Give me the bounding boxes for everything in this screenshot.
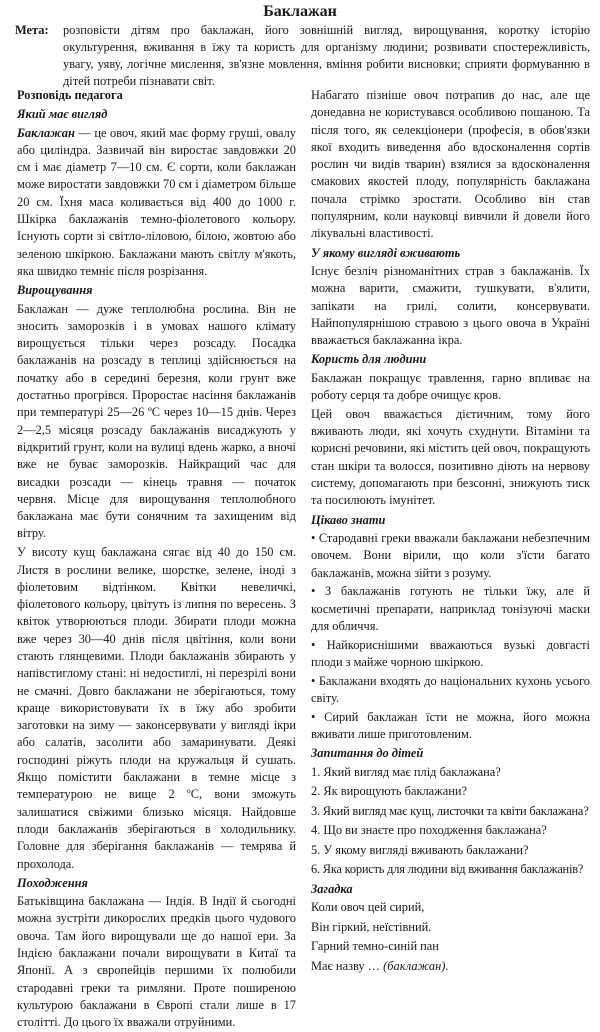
section-heading-benefit: Користь для людини	[311, 352, 427, 367]
riddle-line: Він гіркий, неїстівний.	[311, 919, 432, 934]
fact-item: • Сирий баклажан їсти не можна, його можна вживати лише приготовленим.	[311, 709, 590, 742]
riddle-answer: (баклажан)	[383, 958, 446, 973]
fact-item: • Стародавні греки вважали баклажани небезпечним овочем. Вони вірили, що коли з'їсти багато баклажанів, можна зійти з розуму.	[311, 530, 590, 580]
section-heading-questions: Запитання до дітей	[311, 746, 424, 761]
goal-text: розповісти дітям про баклажан, його зовнішній вигляд, вирощування, коротку історію окультурення, вживання в їжу та користь для організму людини; розвивати спостережливість, увагу, уяву, логічне мислення, зв'язне мовлення, вміння робити висновки; сприяти формуванню в дітей потреби пізнавати світ.	[63, 23, 590, 88]
riddle-line: Гарний темно-синій пан	[311, 939, 439, 954]
question-item: 2. Як вирощують баклажани?	[311, 784, 467, 799]
growing-paragraph-2: У висоту кущ баклажана сягає від 40 до 150 см. Листя в рослини велике, шорстке, зелене, іноді з фіолетовим відтінком. Квітки невеличкі, фіолетового кольору, цвітуть із липня по вересень. З квіток утворюються плоди. Збирати плоди можна вже через 30—40 днів після цвітіння, коли вони стають глянцевими. Плоди баклажанів збирають у напівстиглому стані: ні недостиглі, ні перезрілі вони не смачні. Довго баклажани не зберігаються, тому краще використовувати їх в їжу або зробити заготовки на зиму — законсервувати у вигляді ікри або салатів, засолити або замаринувати. Деякі господині ріжуть плоди на кружальця й сушать. Якщо помістити баклажани в темне місце з температурою не вище 2 ºС, вони зможуть залишатися свіжими близько місяця. Найдовше плоди баклажанів зберігаються в холодильнику. Головне для зберігання баклажанів — темрява й прохолода.	[17, 545, 296, 871]
term-eggplant: Баклажан	[17, 125, 75, 140]
riddle-line-answer: Має назву … (баклажан).	[311, 958, 449, 973]
fact-item: • Найкориснішими вважаються вузькі довгасті плоди з майже чорною шкіркою.	[311, 637, 590, 669]
usage-paragraph: Існує безліч різноманітних страв з баклажанів. Їх можна варити, смажити, тушкувати, в'ялити, запікати на грилі, солити, консервувати. Найпопулярнішою стравою з цього овоча в Україні вважається баклажанна ікра.	[311, 263, 590, 348]
story-heading: Розповідь педагога	[17, 88, 123, 102]
origin-paragraph-2: Набагато пізніше овоч потрапив до нас, але ще донедавна не користувався особливою пошаною. Та після того, як селекціонери (професія, в обов'язки якої входить виведення або вдосконалення сортів рослин чи видів тварин) взялися за вдосконалення смакових якостей плоду, популярність баклажана почала стрімко зростати. Особливо він став популярним, коли науковці вивчили й довели його лікувальні властивості.	[311, 88, 590, 241]
section-heading-growing: Вирощування	[17, 283, 93, 298]
section-heading-appearance: Який має вигляд	[17, 107, 108, 122]
goal-label: Мета:	[15, 23, 49, 37]
section-heading-origin: Походження	[17, 875, 88, 890]
left-column	[17, 87, 296, 1032]
benefit-paragraph-2: Цей овоч вважається дієтичним, тому його вживають люди, які хочуть схуднути. Вітаміни та корисні речовини, які містить цей овоч, покращують стан шкіри та волосся, позитивно діють на нервову систему, допомагають при безсонні, знижують тиск та посилюють імунітет.	[311, 406, 590, 508]
appearance-paragraph: Баклажан — це овоч, який має форму груші, овалу або циліндра. Зазвичай він виростає завдовжки 20 см і має діаметр 7—10 см. Є сорти, коли баклажан може виростати завдовжки 70 см і діаметром більше 20 см. Їхня маса коливається від 400 до 1000 г. Шкірка баклажанів темно-фіолетового кольору. Існують сорти зі світло-ліловою, білою, жовтою або зеленою шкіркою. Баклажани мають світлу м'якоть, яка швидко темніє після розрізання.	[17, 125, 296, 278]
benefit-paragraph-1: Баклажан покращує травлення, гарно впливає на роботу серця та добре очищує кров.	[311, 370, 590, 403]
section-heading-riddle: Загадка	[311, 881, 353, 896]
goal-block	[15, 22, 590, 90]
fact-item: • Баклажани входять до національних кухонь усього світу.	[311, 673, 590, 706]
question-item: 5. У якому вигляді вживають баклажани?	[311, 842, 529, 857]
riddle-line: Коли овоч цей сирий,	[311, 899, 425, 914]
fact-item: • З баклажанів готують не тільки їжу, але й косметичні препарати, наприклад тонізуючі маски для обличчя.	[311, 584, 590, 633]
section-heading-usage: У якому вигляді вживають	[311, 245, 461, 260]
question-item: 4. Що ви знаєте про походження баклажана?	[311, 823, 547, 838]
growing-paragraph-1: Баклажан — дуже теплолюбна рослина. Він не зносить заморозків і в умовах нашого клімату вирощується тільки через розсаду. Посадка баклажанів на розсаду в теплиці здійснюється на початку або в середині березня, коли грунт вже достатньо прогрівся. Проростає насіння баклажанів при температурі 25—26 ºС через 10—15 днів. Через 2—2,5 місяця розсаду баклажанів висаджують у відкритий грунт, коли на вулиці вдень жарко, а вночі вже не буває заморозків. Найкращий час для висадки розсади — кінець травня — початок червня. Місце для вирощування теплолюбного баклажана має бути сонячним та захищеним від вітру.	[17, 301, 296, 541]
question-item: 3. Який вигляд має кущ, листочки та квіти баклажана?	[311, 803, 589, 818]
question-item: 6. Яка користь для людини від вживання баклажанів?	[311, 862, 584, 877]
right-column	[311, 87, 590, 977]
question-item: 1. Який вигляд має плід баклажана?	[311, 764, 501, 779]
page-title: Баклажан	[263, 3, 337, 20]
section-heading-facts: Цікаво знати	[311, 512, 386, 527]
origin-paragraph-1: Батьківщина баклажана — Індія. В Індії й сьогодні можна зустріти дикорослих предків цього чудового овоча. Там його вирощували ще до нашої ери. За Індією баклажани почали вирощувати в Китаї та Японії. А з європейців першими їх полюбили стародавні греки та римляни. Проте поширеною культурою баклажани в Європі стали лише в 17 столітті. До цього їх вважали отруйними.	[17, 894, 296, 1030]
